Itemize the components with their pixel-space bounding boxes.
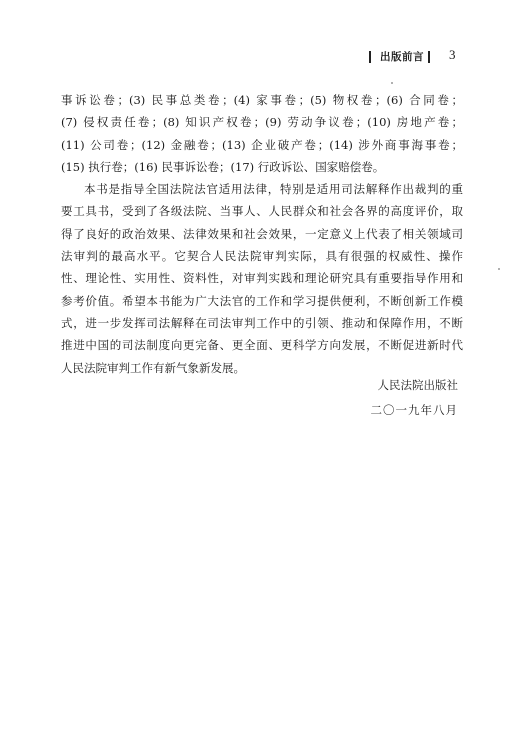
text-line: 参考价值。希望本书能为广大法官的工作和学习提供便利，不断创新工作模 bbox=[61, 293, 463, 308]
header-divider-left bbox=[369, 51, 371, 63]
text-line: (7) 侵权责任卷；(8) 知识产权卷；(9) 劳动争议卷；(10) 房地产卷； bbox=[61, 115, 463, 130]
text-line: 法审判的最高水平。它契合人民法院审判实际，具有很强的权威性、操作 bbox=[61, 249, 463, 264]
publisher-signature: 人民法院出版社 bbox=[377, 378, 458, 392]
header-divider-right bbox=[428, 51, 430, 63]
text-line: 式，进一步发挥司法解释在司法审判工作中的引领、推动和保障作用，不断 bbox=[61, 315, 463, 330]
page-body bbox=[61, 89, 463, 379]
paragraph-main bbox=[61, 178, 463, 379]
page-header bbox=[0, 48, 528, 68]
text-line: 事诉讼卷；(3) 民事总类卷；(4) 家事卷；(5) 物权卷；(6) 合同卷； bbox=[61, 93, 463, 107]
signature-date: 二〇一九年八月 bbox=[370, 403, 458, 417]
scan-speck bbox=[498, 268, 500, 270]
running-title: 出版前言 bbox=[380, 51, 424, 63]
text-line: (11) 公司卷；(12) 金融卷；(13) 企业破产卷；(14) 涉外商事海事卷； bbox=[61, 137, 463, 152]
text-line: 本书是指导全国法院法官适用法律，特别是适用司法解释作出裁判的重 bbox=[84, 182, 463, 197]
paragraph-list-continued bbox=[61, 89, 463, 178]
page-number: 3 bbox=[449, 47, 456, 62]
text-line: 性、理论性、实用性、资料性，对审判实践和理论研究具有重要指导作用和 bbox=[61, 271, 463, 286]
text-line: 人民法院审判工作有新气象新发展。 bbox=[61, 360, 245, 375]
text-line: 得了良好的政治效果、法律效果和社会效果，一定意义上代表了相关领域司 bbox=[61, 226, 463, 241]
text-line: (15) 执行卷；(16) 民事诉讼卷；(17) 行政诉讼、国家赔偿卷。 bbox=[61, 159, 385, 174]
text-line: 推进中国的司法制度向更完备、更全面、更科学方向发展，不断促进新时代 bbox=[61, 338, 463, 353]
scan-speck bbox=[391, 82, 393, 84]
text-line: 要工具书，受到了各级法院、当事人、人民群众和社会各界的高度评价，取 bbox=[61, 204, 463, 219]
